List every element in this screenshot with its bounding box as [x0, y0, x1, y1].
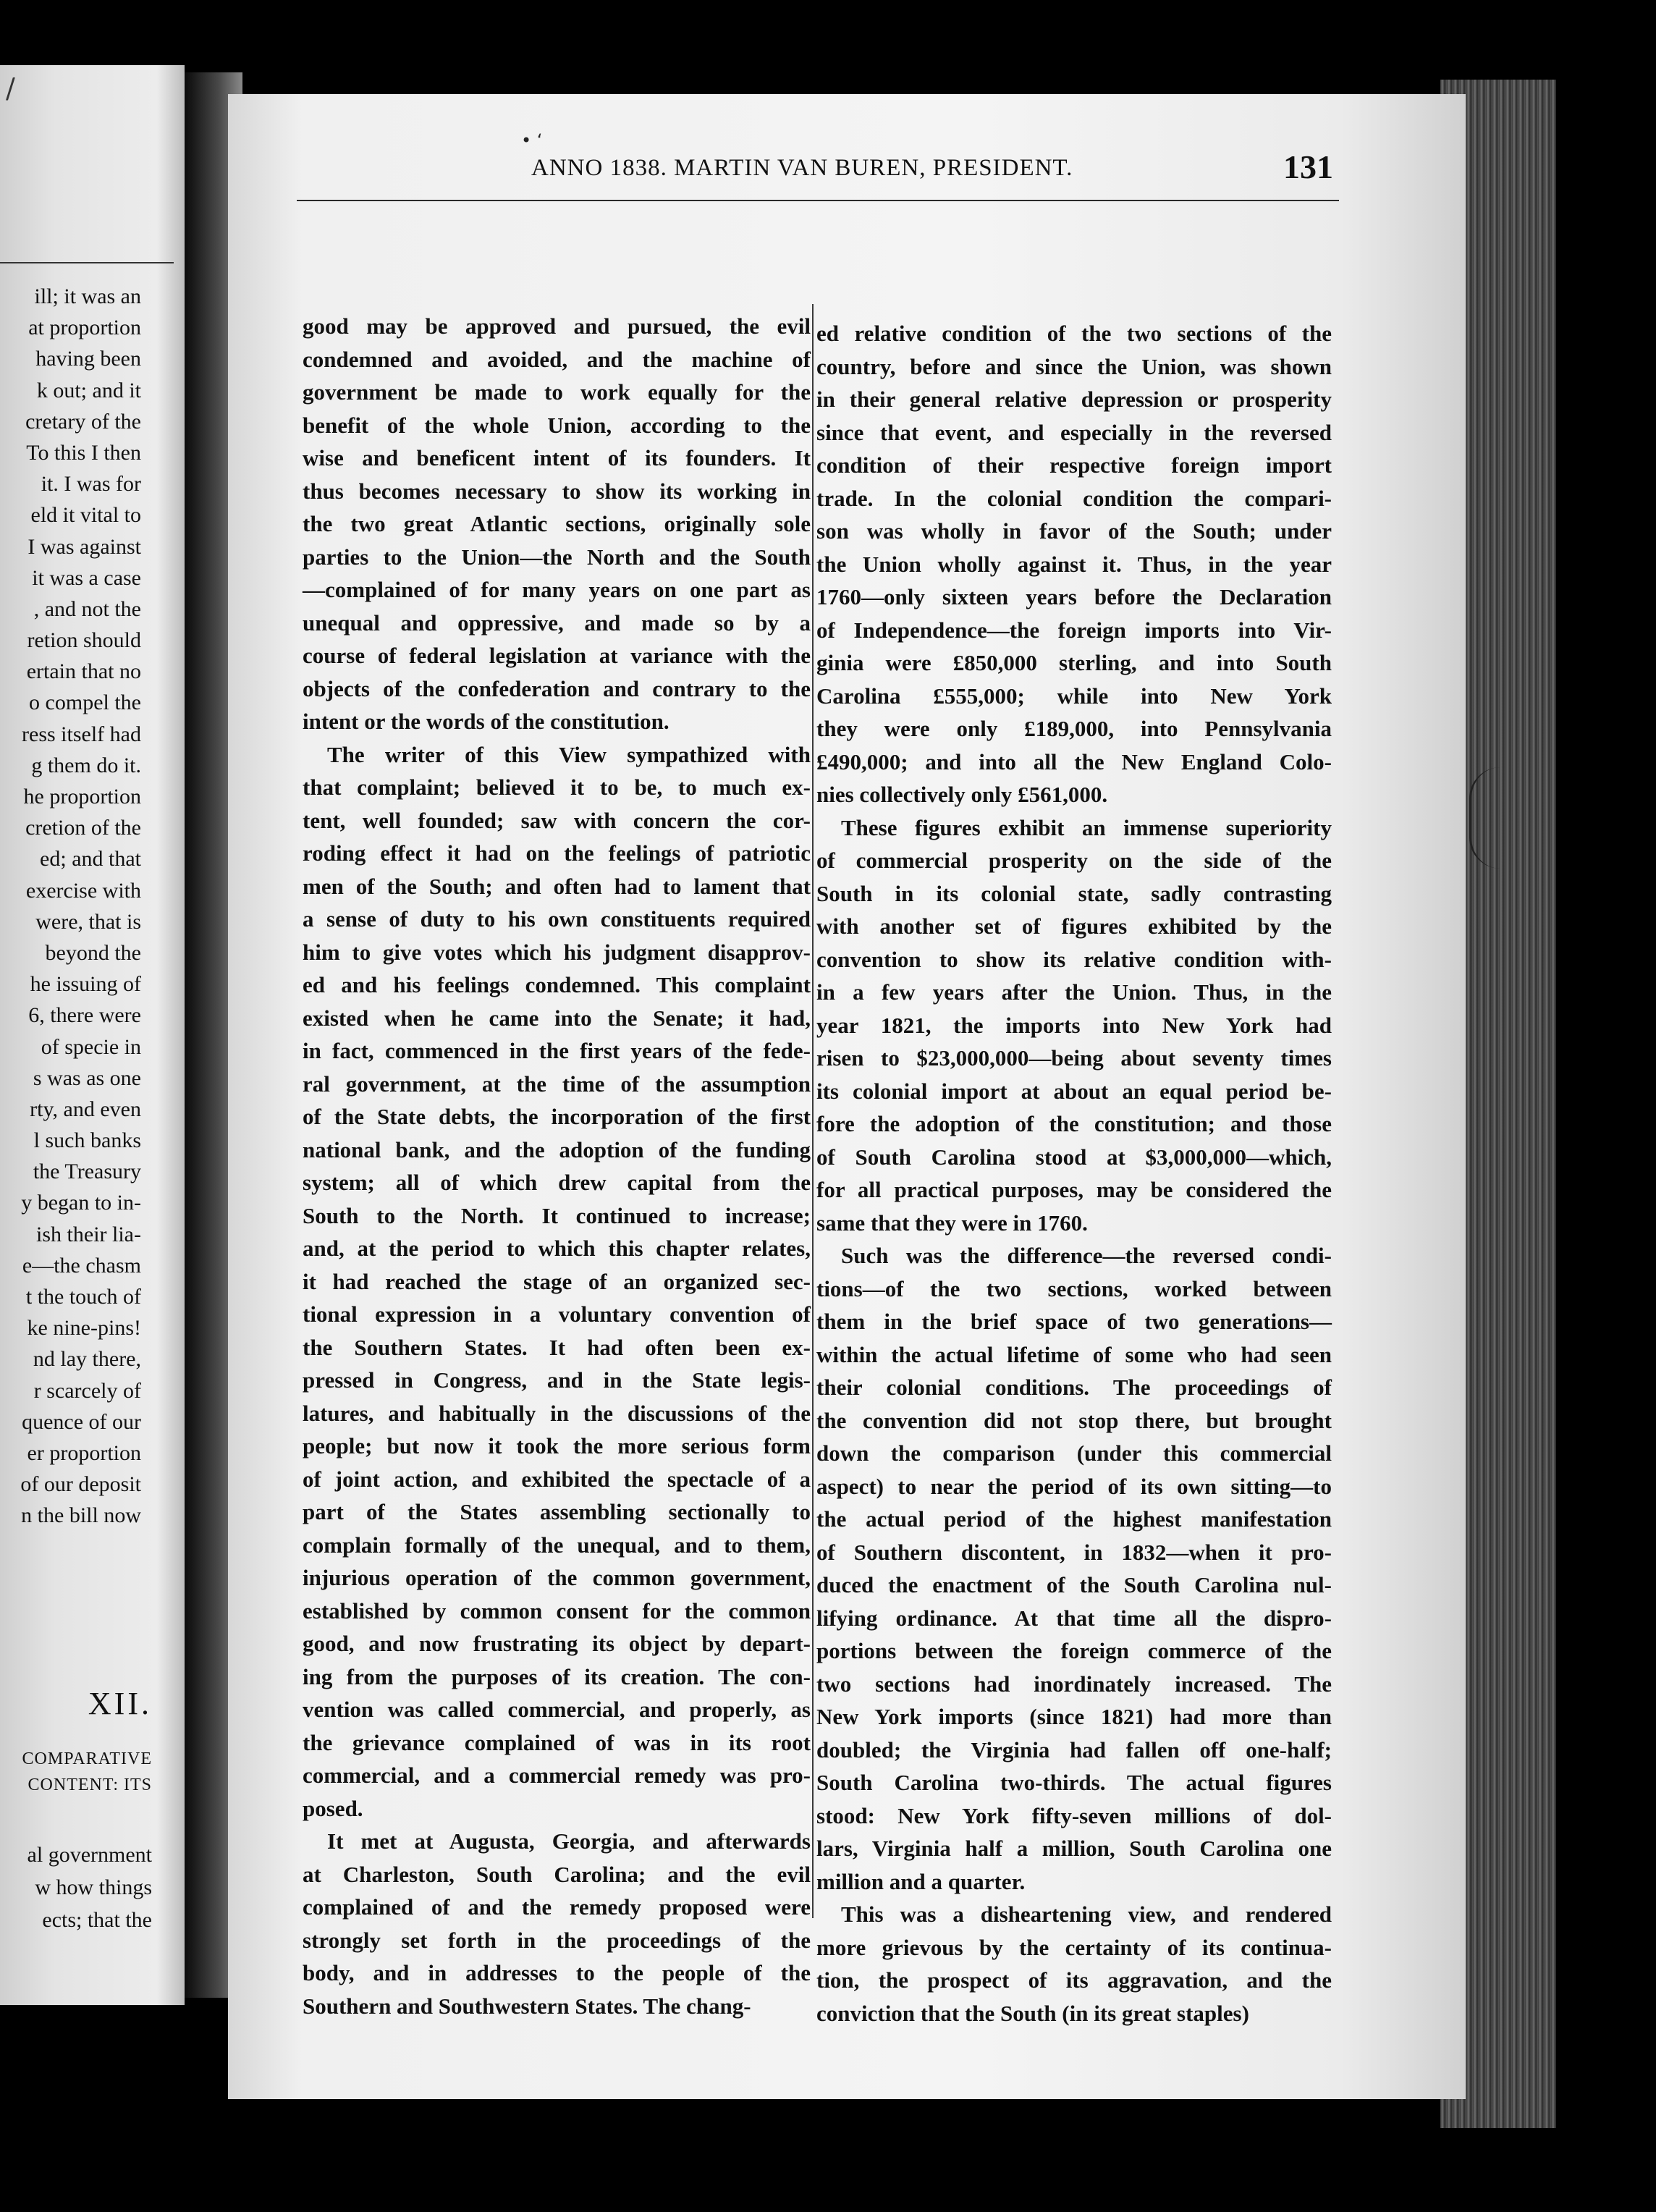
text-line — [303, 1595, 811, 1628]
text-line — [816, 1997, 1332, 2030]
text-line — [303, 1397, 811, 1430]
text-line-content: ginia were £850,000 sterling, and into South — [816, 650, 1332, 675]
text-line — [303, 1002, 811, 1035]
left-text-line: 6, there were — [28, 1003, 141, 1028]
text-line — [303, 903, 811, 936]
text-line — [816, 1404, 1332, 1438]
left-chapter-summary — [22, 1746, 152, 1798]
scan-specks: • ‘ — [521, 130, 543, 151]
text-line-content: the Southern States. It had often been ex- — [303, 1334, 811, 1360]
text-line — [816, 1700, 1332, 1734]
text-line-content: pressed in Congress, and in the State legis- — [303, 1367, 811, 1393]
text-line — [816, 910, 1332, 943]
text-line — [816, 449, 1332, 482]
text-line-content: people; but now it took the more serious form — [303, 1433, 811, 1459]
text-line — [816, 778, 1332, 811]
left-text-line: er proportion — [27, 1440, 141, 1465]
text-line — [303, 1134, 811, 1167]
text-line-content: duced the enactment of the South Carolina nul- — [816, 1572, 1332, 1597]
text-line-content: roding effect it had on the feelings of patriotic — [303, 840, 811, 866]
text-line-content: tions—of the two sections, worked between — [816, 1275, 1332, 1301]
text-line — [303, 672, 811, 706]
left-chapter-heading: XII. — [88, 1686, 152, 1721]
left-text-line: at proportion — [28, 316, 141, 340]
left-text-line: retion should — [27, 628, 141, 653]
text-line-content: trade. In the colonial condition the compari- — [816, 485, 1332, 511]
text-line — [303, 1759, 811, 1792]
text-line — [303, 1232, 811, 1265]
text-line — [303, 1561, 811, 1595]
text-line — [816, 746, 1332, 779]
left-text-line: exercise with — [25, 878, 141, 903]
text-line-content: the two great Atlantic sections, originally sole — [303, 511, 811, 536]
text-line-content: portions between the foreign commerce of the — [816, 1638, 1332, 1663]
text-line-content: tent, well founded; saw with concern the cor- — [303, 807, 811, 833]
text-line-content: benefit of the whole Union, according to the — [303, 412, 811, 438]
text-line-content: 1760—only sixteen years before the Declaration — [816, 584, 1332, 609]
left-text-line: k out; and it — [36, 378, 141, 402]
text-line — [816, 1009, 1332, 1042]
text-line-content: within the actual lifetime of some who had seen — [816, 1341, 1332, 1367]
text-line — [303, 1693, 811, 1726]
left-text-line: cretion of the — [25, 816, 141, 840]
text-line — [303, 541, 811, 574]
text-line — [816, 1141, 1332, 1174]
text-line — [303, 1660, 811, 1694]
left-text-line: it was a case — [32, 565, 141, 590]
text-line-content: at Charleston, South Carolina; and the evil — [303, 1861, 811, 1887]
text-line — [816, 1931, 1332, 1964]
text-line-content: that complaint; believed it to be, to much ex- — [303, 774, 811, 800]
text-line-content: fore the adoption of the constitution; and those — [816, 1111, 1332, 1136]
text-line-content: son was wholly in favor of the South; under — [816, 518, 1332, 544]
text-line — [816, 1964, 1332, 1997]
left-page-text-bottom — [28, 1839, 152, 1936]
text-line-content: in fact, commenced in the first years of the fede- — [303, 1038, 811, 1063]
text-line — [303, 639, 811, 672]
text-line-content: South Carolina two-thirds. The actual figures — [816, 1770, 1332, 1795]
text-line-content: of Independence—the foreign imports into Vir- — [816, 617, 1332, 643]
text-line — [816, 1799, 1332, 1833]
left-text-line: it. I was for — [41, 472, 141, 497]
text-line — [816, 1371, 1332, 1404]
text-line-content: ed and his feelings condemned. This complaint — [303, 972, 811, 997]
left-summary-line: COMPARATIVE — [22, 1749, 152, 1768]
text-line-content: commercial, and a commercial remedy was pro- — [303, 1763, 811, 1788]
text-line — [816, 1766, 1332, 1799]
text-line — [816, 383, 1332, 416]
text-line — [816, 1898, 1332, 1931]
text-line-content: down the comparison (under this commercial — [816, 1440, 1332, 1466]
text-line — [303, 1364, 811, 1397]
text-line — [303, 573, 811, 607]
text-line-content: complained of and the remedy proposed were — [303, 1894, 811, 1920]
text-line — [303, 310, 811, 343]
text-line-content: good may be approved and pursued, the evil — [303, 313, 811, 339]
text-line-content: condition of their respective foreign import — [816, 452, 1332, 478]
text-line — [303, 837, 811, 870]
text-line — [816, 1832, 1332, 1865]
text-line — [816, 1734, 1332, 1767]
left-text-line: ed; and that — [40, 847, 141, 871]
text-line-content: the Union wholly against it. Thus, in the year — [816, 551, 1332, 577]
text-line-content: tional expression in a voluntary convention of — [303, 1301, 811, 1327]
text-line — [816, 515, 1332, 548]
text-line — [303, 507, 811, 541]
text-line-content: New York imports (since 1821) had more than — [816, 1704, 1332, 1729]
text-line — [303, 607, 811, 640]
text-line-content: objects of the confederation and contrary to the — [303, 675, 811, 701]
page-number: 131 — [1283, 148, 1333, 185]
text-line-content: The writer of this View sympathized with — [327, 741, 811, 767]
text-line — [303, 1068, 811, 1101]
text-line-content: strongly set forth in the proceedings of the — [303, 1927, 811, 1953]
column-divider — [812, 304, 814, 1918]
text-line-content: it had reached the stage of an organized sec- — [303, 1268, 811, 1294]
text-line-content: two sections had inordinately increased. The — [816, 1671, 1332, 1697]
left-text-line: of specie in — [41, 1034, 141, 1059]
text-line-content: since that event, and especially in the reversed — [816, 419, 1332, 445]
text-line — [816, 877, 1332, 911]
text-line-content: unequal and oppressive, and made so by a — [303, 609, 811, 636]
running-head: ANNO 1838. MARTIN VAN BUREN, PRESIDENT. — [531, 155, 1073, 181]
text-line — [816, 1865, 1332, 1899]
text-line — [303, 870, 811, 903]
text-line — [303, 1430, 811, 1463]
left-text-line: e—the chasm — [22, 1253, 141, 1278]
left-text-line: y began to in- — [21, 1191, 141, 1215]
text-line-content: million and a quarter. — [816, 1868, 1026, 1894]
text-line — [816, 943, 1332, 976]
text-line-content: in a few years after the Union. Thus, in the — [816, 979, 1332, 1005]
text-line-content: intent or the words of the constitution. — [303, 709, 669, 734]
left-text-line: n the bill now — [21, 1503, 141, 1528]
left-summary-line: CONTENT: ITS — [28, 1776, 152, 1794]
text-line — [303, 1100, 811, 1134]
text-line-content: their colonial conditions. The proceedings of — [816, 1375, 1332, 1400]
text-line-content: more grievous by the certainty of its continua- — [816, 1934, 1332, 1960]
text-line — [816, 1075, 1332, 1108]
left-text-line: s was as one — [33, 1065, 141, 1090]
text-line — [816, 350, 1332, 384]
text-line — [816, 317, 1332, 350]
left-text-line: ill; it was an — [34, 284, 141, 308]
left-text-line: he proportion — [23, 785, 141, 809]
text-line — [816, 548, 1332, 581]
left-text-line: r scarcely of — [33, 1378, 141, 1403]
text-line-content: South to the North. It continued to increase; — [303, 1202, 811, 1228]
pencil-mark — [1469, 767, 1500, 869]
text-line — [816, 1536, 1332, 1569]
text-line — [303, 1627, 811, 1660]
text-line-content: existed when he came into the Senate; it had, — [303, 1005, 811, 1031]
text-line — [816, 614, 1332, 647]
left-text-line: , and not the — [33, 596, 141, 621]
left-text-line: w how things — [35, 1875, 152, 1899]
text-line-content: good, and now frustrating its object by depart- — [303, 1631, 811, 1656]
text-line-content: It met at Augusta, Georgia, and afterwards — [327, 1828, 811, 1854]
text-line-content: part of the States assembling sectionally to — [303, 1499, 811, 1524]
text-line-content: and, at the period to which this chapter relates, — [303, 1236, 811, 1261]
text-line — [816, 581, 1332, 614]
text-line-content: a sense of duty to his own constituents required — [303, 906, 811, 932]
text-line — [303, 343, 811, 376]
text-line — [303, 1792, 811, 1825]
text-line-content: aspect) to near the period of its own sitting—to — [816, 1473, 1332, 1499]
text-line — [303, 771, 811, 804]
text-line-content: posed. — [303, 1795, 363, 1821]
left-text-line: I was against — [28, 534, 141, 559]
left-text-line: he issuing of — [30, 972, 141, 997]
text-line-content: South in its colonial state, sadly contrasting — [816, 880, 1332, 906]
text-line-content: government be made to work equally for the — [303, 379, 811, 405]
text-line-content: injurious operation of the common government, — [303, 1565, 811, 1590]
text-line-content: its colonial import at about an equal period be- — [816, 1078, 1332, 1104]
left-text-line: ke nine-pins! — [27, 1316, 141, 1341]
text-line — [816, 1503, 1332, 1536]
text-line — [303, 1956, 811, 1990]
text-line-content: him to give votes which his judgment disapprov- — [303, 939, 811, 965]
left-text-line: l such banks — [33, 1128, 141, 1153]
text-line — [816, 1470, 1332, 1503]
text-line-content: tion, the prospect of its aggravation, and the — [816, 1967, 1332, 1993]
text-line — [303, 442, 811, 475]
text-line — [816, 1437, 1332, 1470]
text-line-content: £490,000; and into all the New England Colo- — [816, 748, 1332, 774]
left-header-rule — [0, 262, 174, 263]
left-text-line: cretary of the — [25, 409, 141, 434]
text-line — [303, 376, 811, 409]
text-line-content: body, and in addresses to the people of the — [303, 1960, 811, 1985]
text-line-content: lifying ordinance. At that time all the dispro- — [816, 1605, 1332, 1631]
margin-mark: / — [6, 72, 15, 104]
text-line-content: of the State debts, the incorporation of the first — [303, 1104, 811, 1129]
left-text-line: ish their lia- — [36, 1222, 141, 1246]
text-line — [303, 1529, 811, 1562]
text-line-content: ed relative condition of the two sections of the — [816, 321, 1332, 346]
text-line — [303, 1924, 811, 1957]
text-line — [816, 482, 1332, 515]
text-line — [303, 1858, 811, 1891]
text-line-content: complain formally of the unequal, and to them, — [303, 1532, 811, 1558]
left-text-line: eld it vital to — [30, 503, 141, 528]
text-line — [303, 1166, 811, 1199]
text-line-content: them in the brief space of two generations— — [816, 1309, 1332, 1334]
text-line-content: same that they were in 1760. — [816, 1210, 1088, 1236]
text-line — [816, 1569, 1332, 1602]
text-line-content: These figures exhibit an immense superiority — [841, 814, 1332, 840]
text-line-content: stood: New York fifty-seven millions of dol- — [816, 1802, 1332, 1828]
text-line-content: of commercial prosperity on the side of the — [816, 848, 1332, 873]
text-line-content: wise and beneficent intent of its founders. It — [303, 445, 811, 470]
text-line — [816, 1634, 1332, 1668]
left-text-line: having been — [35, 347, 141, 371]
text-line-content: Carolina £555,000; while into New York — [816, 683, 1332, 709]
text-line — [816, 1207, 1332, 1240]
text-line-content: course of federal legislation at variance with the — [303, 643, 811, 668]
text-line-content: of South Carolina stood at $3,000,000—which, — [816, 1144, 1332, 1170]
text-line-content: of Southern discontent, in 1832—when it pro- — [816, 1539, 1332, 1565]
header-rule — [297, 200, 1339, 201]
left-text-line: o compel the — [29, 691, 141, 715]
text-line — [303, 738, 811, 772]
text-column-left — [303, 310, 811, 2022]
text-line-content: ral government, at the time of the assumption — [303, 1071, 811, 1097]
left-text-line: beyond the — [45, 940, 141, 965]
text-line — [303, 1495, 811, 1529]
left-text-line: the Treasury — [33, 1160, 141, 1184]
left-text-line: t the touch of — [25, 1285, 141, 1309]
text-line — [303, 409, 811, 442]
text-line — [303, 1199, 811, 1233]
left-text-line: To this I then — [26, 440, 141, 465]
text-line-content: established by common consent for the common — [303, 1597, 811, 1624]
text-line — [303, 1891, 811, 1924]
text-line — [816, 646, 1332, 680]
page-header — [0, 148, 1656, 198]
text-line-content: Southern and Southwestern States. The chang- — [303, 1993, 751, 2019]
left-text-line: were, that is — [35, 909, 141, 934]
text-line — [816, 712, 1332, 746]
text-line-content: for all practical purposes, may be considered the — [816, 1177, 1332, 1202]
text-line — [303, 705, 811, 738]
left-text-line: g them do it. — [31, 753, 141, 777]
left-text-line: ects; that the — [42, 1908, 152, 1932]
left-text-line: rty, and even — [30, 1097, 141, 1121]
text-line-content: doubled; the Virginia had fallen off one-half; — [816, 1736, 1332, 1763]
text-line — [816, 1272, 1332, 1306]
text-line — [816, 844, 1332, 877]
text-line-content: country, before and since the Union, was shown — [816, 353, 1332, 379]
text-line — [816, 1042, 1332, 1075]
text-line — [816, 1239, 1332, 1272]
text-line — [816, 1305, 1332, 1338]
text-line-content: in their general relative depression or prosperity — [816, 387, 1332, 412]
text-line — [303, 968, 811, 1002]
left-facing-page — [0, 65, 185, 2005]
text-line — [816, 1668, 1332, 1701]
text-line-content: the convention did not stop there, but brought — [816, 1407, 1332, 1433]
text-line — [303, 1331, 811, 1364]
text-line — [303, 1034, 811, 1068]
text-line — [816, 680, 1332, 713]
left-text-line: quence of our — [22, 1409, 141, 1434]
text-line-content: the actual period of the highest manifestation — [816, 1506, 1332, 1532]
text-line — [303, 475, 811, 508]
text-line-content: —complained of for many years on one part as — [303, 577, 811, 602]
text-line — [303, 1463, 811, 1496]
text-line — [303, 804, 811, 837]
text-line-content: with another set of figures exhibited by the — [816, 913, 1332, 939]
text-line — [816, 976, 1332, 1009]
text-line-content: men of the South; and often had to lament that — [303, 873, 811, 899]
text-line-content: of joint action, and exhibited the spectacle of a — [303, 1466, 811, 1492]
text-line-content: nies collectively only £561,000. — [816, 782, 1108, 807]
text-line — [816, 1107, 1332, 1141]
text-line — [816, 1602, 1332, 1635]
text-line-content: the grievance complained of was in its root — [303, 1729, 811, 1755]
left-text-line: ertain that no — [26, 659, 141, 684]
left-text-line: ress itself had — [22, 722, 141, 746]
text-line — [303, 1265, 811, 1299]
left-text-line: of our deposit — [20, 1472, 141, 1497]
text-line — [303, 1298, 811, 1331]
text-line-content: national bank, and the adoption of the funding — [303, 1136, 811, 1162]
text-line — [303, 936, 811, 969]
left-page-text — [0, 281, 141, 1532]
text-line-content: they were only £189,000, into Pennsylvania — [816, 716, 1332, 741]
left-text-line: nd lay there, — [33, 1347, 141, 1372]
text-line-content: system; all of which drew capital from the — [303, 1170, 811, 1195]
text-line-content: lars, Virginia half a million, South Carolina one — [816, 1836, 1332, 1861]
text-line-content: convention to show its relative condition with- — [816, 946, 1332, 972]
left-text-line: al government — [27, 1843, 152, 1867]
text-line — [816, 416, 1332, 449]
text-line-content: latures, and habitually in the discussions of the — [303, 1400, 811, 1426]
text-line — [303, 1990, 811, 2023]
text-line-content: conviction that the South (in its great staples) — [816, 2000, 1249, 2026]
text-line — [303, 1726, 811, 1760]
text-line-content: parties to the Union—the North and the South — [303, 544, 811, 570]
text-column-right — [816, 317, 1332, 2030]
text-line — [816, 1173, 1332, 1207]
text-line-content: year 1821, the imports into New York had — [816, 1012, 1332, 1038]
text-line — [816, 811, 1332, 845]
text-line — [816, 1338, 1332, 1372]
text-line — [303, 1825, 811, 1858]
text-line-content: ing from the purposes of its creation. The con- — [303, 1663, 811, 1689]
text-line-content: condemned and avoided, and the machine of — [303, 346, 811, 372]
text-line-content: This was a disheartening view, and rendered — [841, 1901, 1332, 1927]
text-line-content: risen to $23,000,000—being about seventy times — [816, 1045, 1332, 1071]
text-line-content: vention was called commercial, and properly, as — [303, 1697, 811, 1722]
text-line-content: thus becomes necessary to show its working in — [303, 478, 811, 504]
text-line-content: Such was the difference—the reversed condi- — [841, 1243, 1332, 1268]
